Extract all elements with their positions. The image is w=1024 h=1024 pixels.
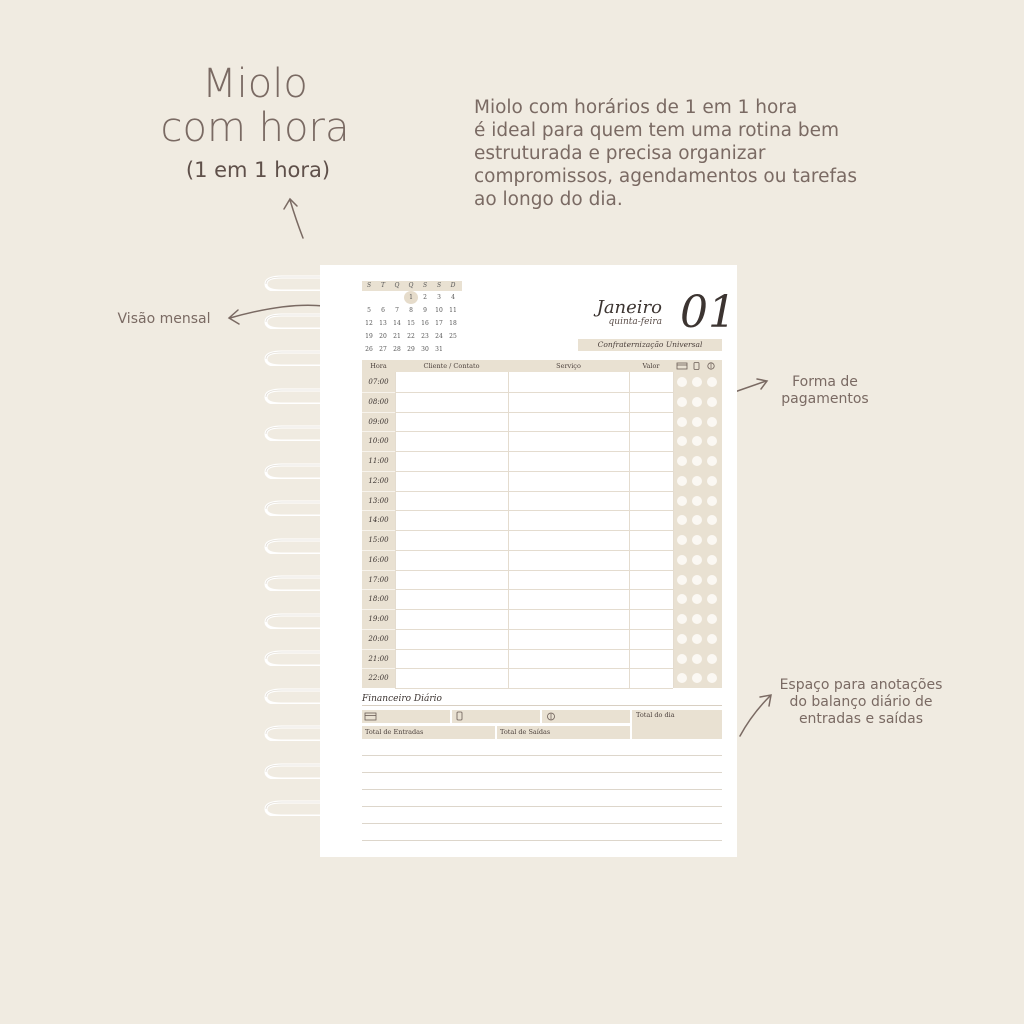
calendar-day: 12 <box>365 320 373 327</box>
payment-icons <box>676 362 720 370</box>
hour-label: 15:00 <box>368 536 389 544</box>
row-divider <box>395 451 673 452</box>
row-divider <box>395 589 673 590</box>
calendar-week <box>362 343 462 356</box>
hour-label: 11:00 <box>368 457 389 465</box>
calendar-day: 15 <box>407 320 415 327</box>
calendar-day: 17 <box>435 320 443 327</box>
payment-checkbox[interactable] <box>677 614 687 624</box>
hour-label: 16:00 <box>368 555 389 564</box>
note-line <box>362 840 722 841</box>
payment-checkbox[interactable] <box>707 496 717 506</box>
note-line <box>362 789 722 790</box>
payment-checkbox[interactable] <box>692 614 702 624</box>
callout-notes-line: entradas e saídas <box>798 711 924 727</box>
calendar-weekdays <box>362 281 462 291</box>
column-cliente: Cliente / Contato <box>423 362 480 370</box>
row-divider <box>395 491 673 492</box>
description-line: Miolo com horários de 1 em 1 hora <box>474 97 798 118</box>
description <box>474 96 934 211</box>
callout-payments-line: pagamentos <box>781 391 869 407</box>
arrow-up-icon <box>280 195 310 243</box>
column-divider <box>395 372 396 688</box>
payment-checkbox[interactable] <box>677 456 687 466</box>
row-divider <box>362 649 395 650</box>
total-entradas-box <box>362 726 495 739</box>
total-saidas-label: Total de Saídas <box>500 728 551 736</box>
row-divider <box>395 431 673 432</box>
table-header <box>362 360 722 372</box>
calendar-weekday: D <box>450 282 456 289</box>
phone-icon <box>454 711 466 722</box>
total-saidas-box <box>497 726 630 739</box>
calendar-week <box>362 330 462 343</box>
row-divider <box>395 629 673 630</box>
row-divider <box>362 570 395 571</box>
row-divider <box>395 609 673 610</box>
calendar-day <box>376 291 390 304</box>
hour-label: 13:00 <box>368 496 389 505</box>
calendar-week <box>362 291 462 304</box>
payment-checkbox[interactable] <box>707 397 717 407</box>
row-divider <box>395 550 673 551</box>
hour-label: 20:00 <box>368 634 389 643</box>
hour-label: 17:00 <box>368 575 389 584</box>
payment-checkbox[interactable] <box>692 496 702 506</box>
payment-checkbox[interactable] <box>677 496 687 506</box>
row-divider <box>362 451 395 452</box>
calendar-day: 18 <box>449 320 457 327</box>
payment-checkbox[interactable] <box>707 575 717 585</box>
note-line <box>362 772 722 773</box>
description-line: ao longo do dia. <box>474 189 623 210</box>
calendar-day: 10 <box>435 307 443 314</box>
holiday-banner: Confraternização Universal <box>578 339 722 351</box>
calendar-day: 4 <box>451 294 455 301</box>
calendar-weekday: Q <box>408 282 414 289</box>
callout-notes-line: do balanço diário de <box>789 694 933 710</box>
calendar-day: 23 <box>421 333 429 340</box>
calendar-day: 30 <box>421 346 429 353</box>
finance-card-box <box>362 710 450 723</box>
calendar-day: 29 <box>407 346 415 353</box>
row-divider <box>395 392 673 393</box>
page-subtitle: (1 em 1 hora) <box>185 158 331 182</box>
calendar-weekday: S <box>366 282 372 289</box>
total-dia-label: Total do dia <box>636 711 675 719</box>
row-divider <box>395 412 673 413</box>
row-divider <box>362 609 395 610</box>
calendar-days <box>362 291 462 356</box>
payment-checkbox[interactable] <box>677 397 687 407</box>
day-number: 01 <box>680 287 736 338</box>
row-divider <box>395 649 673 650</box>
payment-checkbox[interactable] <box>692 575 702 585</box>
column-divider <box>508 372 509 688</box>
calendar-day: 24 <box>435 333 443 340</box>
calendar-day: 2 <box>423 294 427 301</box>
row-divider <box>362 431 395 432</box>
row-divider <box>395 510 673 511</box>
divider <box>362 705 722 706</box>
payment-checkbox[interactable] <box>692 417 702 427</box>
payment-checkbox[interactable] <box>692 654 702 664</box>
payment-checkbox[interactable] <box>707 476 717 486</box>
calendar-day: 20 <box>379 333 387 340</box>
payment-checkbox[interactable] <box>692 476 702 486</box>
description-line: estruturada e precisa organizar <box>474 143 766 164</box>
cash-icon <box>545 711 559 722</box>
payment-checkbox[interactable] <box>692 397 702 407</box>
row-divider <box>362 392 395 393</box>
calendar-weekday: S <box>422 282 428 289</box>
description-line: compromissos, agendamentos ou tarefas <box>474 166 857 187</box>
planner-page <box>320 265 737 857</box>
mini-calendar <box>362 281 462 356</box>
note-line <box>362 806 722 807</box>
calendar-day: 26 <box>365 346 373 353</box>
payment-checkbox[interactable] <box>677 575 687 585</box>
row-divider <box>362 491 395 492</box>
calendar-weekday: Q <box>394 282 400 289</box>
weekday-name: quinta-feira <box>608 317 662 327</box>
calendar-week <box>362 317 462 330</box>
calendar-day: 8 <box>409 307 413 314</box>
calendar-day: 27 <box>379 346 387 353</box>
calendar-day <box>390 291 404 304</box>
row-divider <box>362 412 395 413</box>
total-dia-box <box>632 710 722 739</box>
finance-title: Financeiro Diário <box>362 694 442 704</box>
row-divider <box>395 530 673 531</box>
hour-label: 07:00 <box>368 378 389 386</box>
payment-checkbox[interactable] <box>677 654 687 664</box>
calendar-day <box>362 291 376 304</box>
hour-label: 08:00 <box>368 397 389 406</box>
row-divider <box>395 668 673 669</box>
calendar-day: 21 <box>393 333 401 340</box>
payment-checkbox[interactable] <box>677 555 687 565</box>
column-divider <box>629 372 630 688</box>
row-divider <box>395 570 673 571</box>
payment-checkbox[interactable] <box>677 535 687 545</box>
calendar-day: 5 <box>367 307 371 314</box>
callout-monthly-view: Visão mensal <box>117 311 211 327</box>
cash-icon <box>708 363 714 369</box>
payment-checkbox[interactable] <box>707 555 717 565</box>
calendar-weekday: T <box>380 282 385 289</box>
callout-notes <box>756 677 966 728</box>
row-divider <box>362 589 395 590</box>
row-divider <box>362 471 395 472</box>
calendar-day <box>446 343 460 356</box>
hour-label: 09:00 <box>368 417 389 426</box>
hour-label: 22:00 <box>368 674 389 683</box>
page-title <box>130 62 380 150</box>
column-hora: Hora <box>370 362 387 370</box>
row-divider <box>362 510 395 511</box>
finance-cash-box <box>542 710 630 723</box>
note-line <box>362 823 722 824</box>
calendar-day: 13 <box>379 320 387 327</box>
calendar-week <box>362 304 462 317</box>
payment-checkbox[interactable] <box>692 535 702 545</box>
note-line <box>362 755 722 756</box>
calendar-day: 7 <box>395 307 399 314</box>
row-divider <box>395 471 673 472</box>
hour-label: 10:00 <box>368 437 389 446</box>
payment-checkbox[interactable] <box>707 456 717 466</box>
column-divider <box>673 372 674 688</box>
payment-checkbox[interactable] <box>707 614 717 624</box>
hour-label: 21:00 <box>368 654 389 663</box>
finance-pix-box <box>452 710 540 723</box>
card-icon <box>364 712 378 722</box>
calendar-day: 3 <box>437 294 441 301</box>
description-line: é ideal para quem tem uma rotina bem <box>474 120 840 141</box>
payment-checkbox[interactable] <box>707 654 717 664</box>
payment-checkbox[interactable] <box>707 634 717 644</box>
title-line-2: com hora <box>160 105 350 151</box>
payment-checkbox[interactable] <box>707 377 717 387</box>
payment-checkbox[interactable] <box>677 476 687 486</box>
payment-checkbox[interactable] <box>692 555 702 565</box>
row-divider <box>395 688 673 689</box>
callout-payments <box>760 374 890 408</box>
hour-label: 14:00 <box>368 516 389 525</box>
callout-notes-line: Espaço para anotações <box>779 677 943 693</box>
total-entradas-label: Total de Entradas <box>365 728 424 736</box>
calendar-day: 14 <box>393 320 401 327</box>
row-divider <box>362 550 395 551</box>
arrow-icon <box>736 690 776 740</box>
hour-label: 19:00 <box>368 615 389 623</box>
calendar-day: 25 <box>449 333 457 340</box>
row-divider <box>362 668 395 669</box>
calendar-day: 22 <box>407 333 415 340</box>
payment-checkbox[interactable] <box>692 456 702 466</box>
calendar-day: 19 <box>365 333 373 340</box>
calendar-day: 11 <box>449 307 457 314</box>
calendar-day: 31 <box>435 346 443 353</box>
payment-checkbox[interactable] <box>707 535 717 545</box>
payment-checkbox[interactable] <box>692 377 702 387</box>
payment-checkbox[interactable] <box>677 417 687 427</box>
calendar-day: 1 <box>404 291 418 304</box>
phone-icon <box>694 363 699 370</box>
title-line-1: Miolo <box>202 61 308 107</box>
payment-checkbox[interactable] <box>692 634 702 644</box>
calendar-day: 6 <box>381 307 385 314</box>
payment-checkbox[interactable] <box>677 634 687 644</box>
card-icon <box>677 363 687 369</box>
calendar-day: 9 <box>423 307 427 314</box>
payment-checkbox[interactable] <box>677 377 687 387</box>
column-servico: Serviço <box>556 362 581 370</box>
month-name: Janeiro <box>596 297 662 318</box>
row-divider <box>362 530 395 531</box>
calendar-day: 16 <box>421 320 429 327</box>
calendar-weekday: S <box>436 282 442 289</box>
calendar-day: 28 <box>393 346 401 353</box>
callout-payments-line: Forma de <box>792 374 858 390</box>
payment-checkbox[interactable] <box>707 417 717 427</box>
hour-label: 12:00 <box>368 476 389 485</box>
hour-label: 18:00 <box>368 595 389 604</box>
column-valor: Valor <box>642 362 660 370</box>
row-divider <box>362 629 395 630</box>
